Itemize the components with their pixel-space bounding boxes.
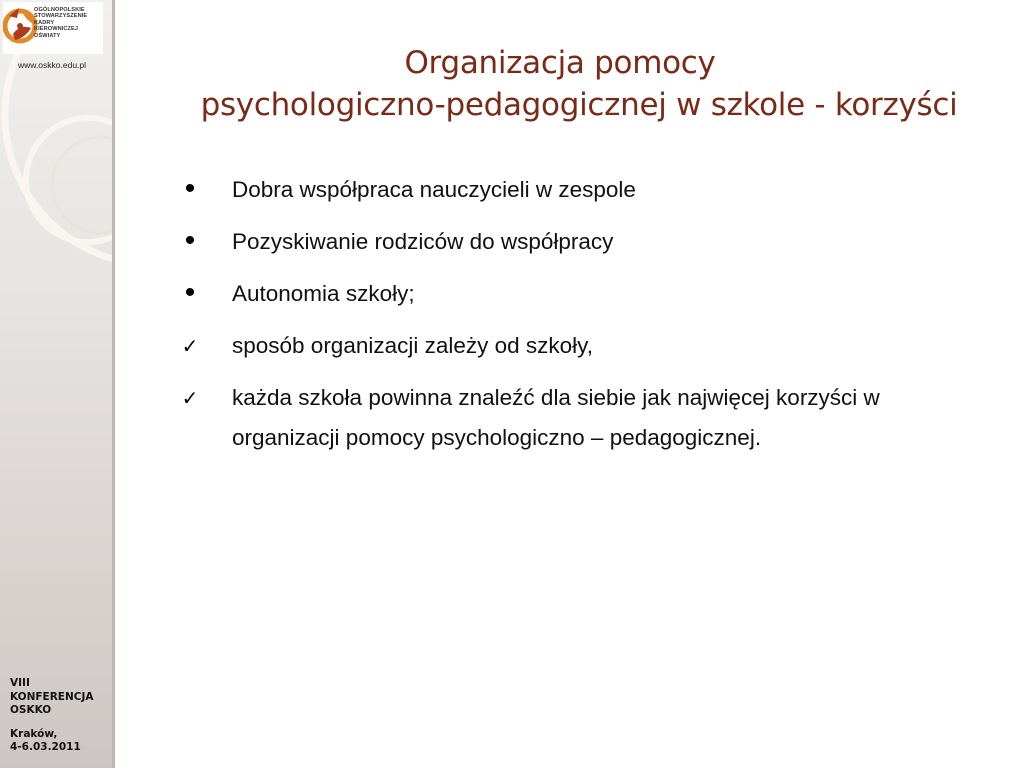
list-item	[180, 222, 980, 262]
conference-line: VIII	[10, 677, 30, 689]
slide-title	[120, 42, 1000, 126]
sidebar	[0, 0, 114, 768]
dot-icon: •	[184, 276, 196, 309]
conference-info	[10, 677, 94, 755]
conference-line: KONFERENCJA	[10, 690, 94, 703]
list-item-text: Dobra współpraca nauczycieli w zespole	[232, 177, 636, 202]
list-item-text: każda szkoła powinna znaleźć dla siebie jak najwięcej korzyści w organizacji pomocy psychologiczno – pedagogicznej.	[232, 385, 880, 450]
logo-line: OGÓLNOPOLSKIE	[34, 7, 85, 13]
checkmark-icon: ✓	[181, 334, 199, 358]
decorative-rings	[0, 0, 114, 768]
logo-line: KADRY	[34, 19, 55, 26]
list-item-text: Pozyskiwanie rodziców do współpracy	[232, 229, 614, 254]
dot-icon: •	[184, 224, 196, 257]
list-item	[180, 326, 980, 366]
list-item-text: sposób organizacji zależy od szkoły,	[232, 333, 594, 358]
list-item	[180, 170, 980, 210]
website-link[interactable]: www.oskko.edu.pl	[18, 60, 87, 70]
organization-logo	[3, 2, 103, 54]
logo-line: KIEROWNICZEJ	[34, 26, 79, 33]
sidebar-divider	[112, 0, 115, 768]
list-item-text: Autonomia szkoły;	[232, 281, 415, 306]
checkmark-icon: ✓	[181, 386, 199, 410]
list-item	[180, 274, 980, 314]
title-line-1: Organizacja pomocy	[404, 45, 716, 81]
dot-icon: •	[184, 172, 196, 205]
conference-location: Kraków,	[10, 727, 58, 740]
title-line-2: psychologiczno-pedagogicznej w szkole - korzyści	[200, 87, 958, 123]
conference-line: OSKKO	[10, 704, 52, 716]
bullet-list	[180, 170, 980, 470]
logo-line: STOWARZYSZENIE	[34, 13, 88, 20]
conference-dates: 4-6.03.2011	[10, 741, 81, 753]
list-item	[180, 378, 980, 458]
logo-line: OŚWIATY	[34, 32, 61, 39]
spacer	[10, 718, 94, 728]
logo-text	[34, 7, 104, 39]
